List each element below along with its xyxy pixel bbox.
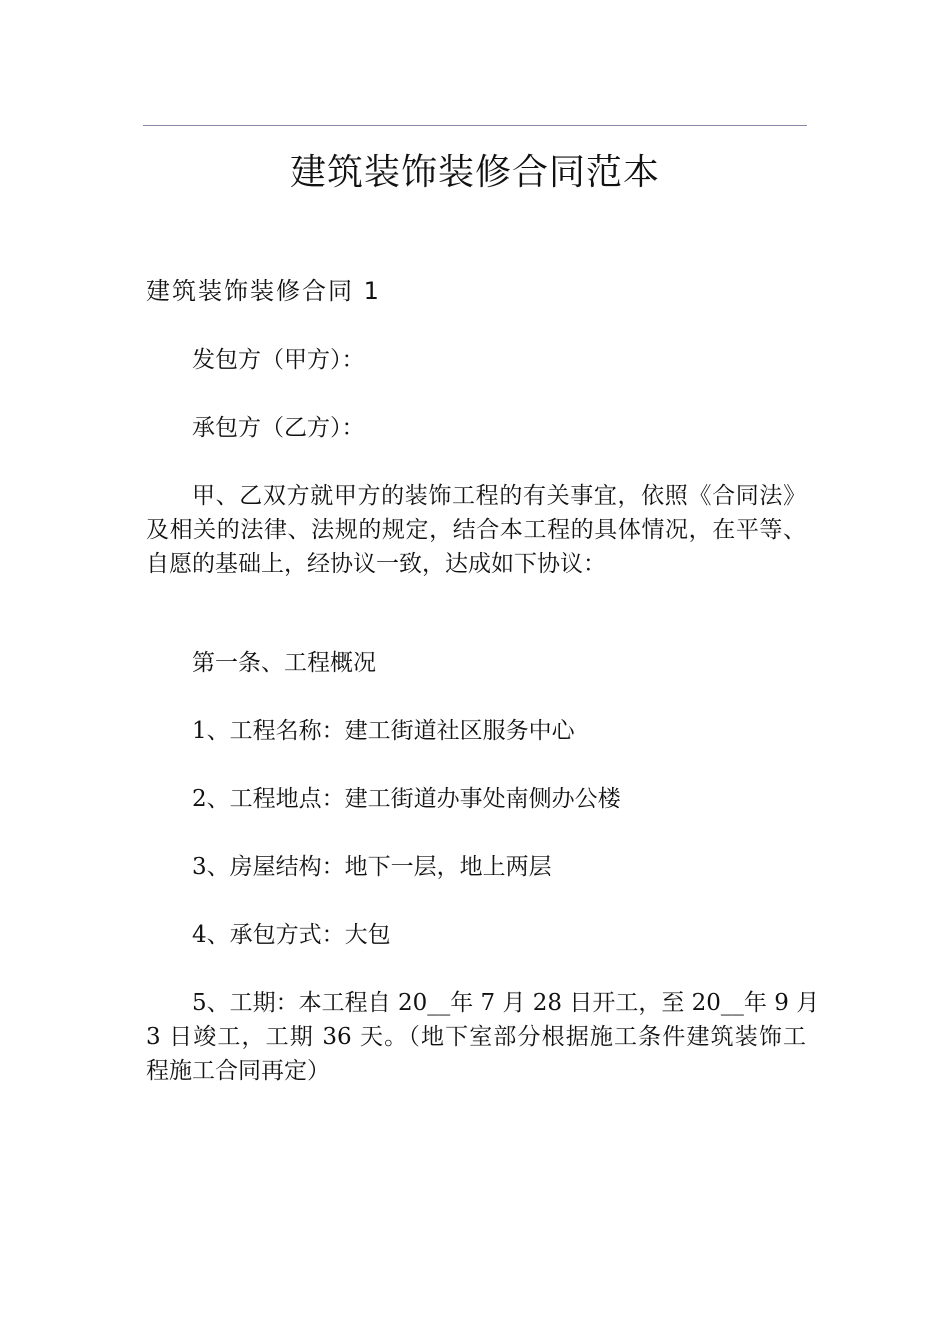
- paragraph-line: 5、工期：本工程自 20__年 7 月 28 日开工，至 20__年 9 月: [192, 990, 820, 1016]
- paragraph-line: 承包方（乙方）：: [192, 415, 365, 441]
- paragraph-duration: [146, 986, 820, 1088]
- paragraph-contract-method: [146, 918, 806, 952]
- paragraph-line: 程施工合同再定）: [146, 1058, 330, 1084]
- paragraph-line: 自愿的基础上，经协议一致，达成如下协议：: [146, 551, 606, 577]
- paragraph-line: 第一条、工程概况: [192, 650, 376, 676]
- paragraph-line: 甲、乙双方就甲方的装饰工程的有关事宜，依照《合同法》: [192, 483, 806, 509]
- header-rule: [143, 125, 807, 126]
- paragraph-line: 及相关的法律、法规的规定，结合本工程的具体情况，在平等、: [146, 517, 806, 543]
- paragraph-agreement: [146, 479, 806, 581]
- document-title: 建筑装饰装修合同范本: [289, 152, 660, 193]
- paragraph-line: 3、房屋结构：地下一层，地上两层: [192, 854, 552, 880]
- paragraph-party-a: [146, 343, 806, 377]
- paragraph-structure: [146, 850, 806, 884]
- paragraph-line: 3 日竣工，工期 36 天。（地下室部分根据施工条件建筑装饰工: [146, 1024, 806, 1050]
- paragraph-party-b: [146, 411, 806, 445]
- paragraph-project-name: [146, 714, 806, 748]
- paragraph-project-location: [146, 782, 806, 816]
- paragraph-article-one: [146, 646, 806, 680]
- paragraph-line: 4、承包方式：大包: [192, 922, 391, 948]
- paragraph-line: 2、工程地点：建工街道办事处南侧办公楼: [192, 786, 621, 812]
- paragraph-line: 发包方（甲方）：: [192, 347, 365, 373]
- paragraph-line: 1、工程名称：建工街道社区服务中心: [192, 718, 575, 744]
- section-heading: 建筑装饰装修合同 1: [146, 277, 381, 305]
